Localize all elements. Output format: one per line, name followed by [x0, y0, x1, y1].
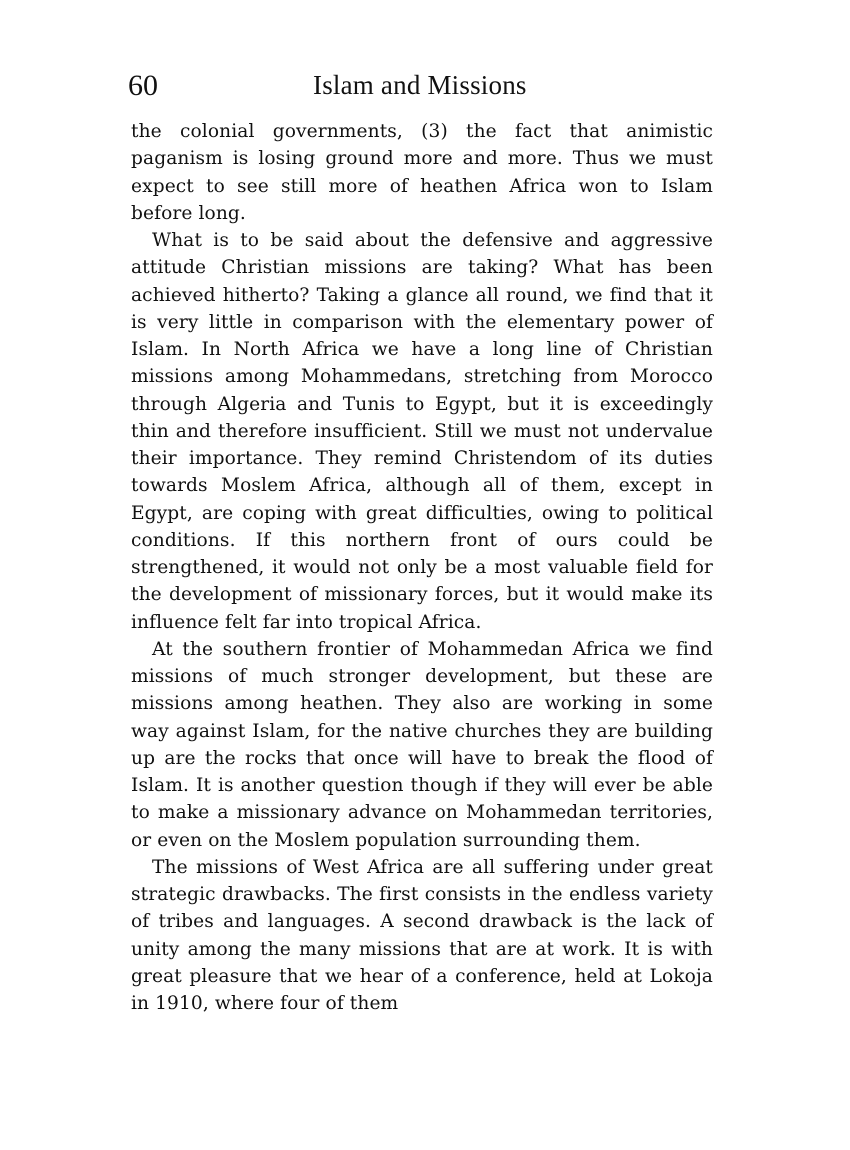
paragraph-continued: the colonial governments, (3) the fact that animistic paganism is losing ground more and more. Thus we must expect to see still more of heathen Africa won to Islam before long.: [131, 121, 713, 224]
page-number: 60: [128, 69, 158, 102]
body-text: [131, 118, 713, 1017]
page-header: [128, 68, 718, 108]
running-title: Islam and Missions: [313, 70, 527, 100]
paragraph: At the southern frontier of Mohammedan Africa we find missions of much stronger development, but these are missions among heathen. They also are working in some way against Islam, for the native churches they are building up are the rocks that once will have to break the flood of Islam. It is another question though if they will ever be able to make a missionary advance on Mohammedan territories, or even on the Moslem population surrounding them.: [131, 638, 713, 851]
paragraph: What is to be said about the defensive and aggressive attitude Christian missions are taking? What has been achieved hitherto? Taking a glance all round, we find that it is very little in comparison with the elementary power of Islam. In North Africa we have a long line of Christian missions among Mohammedans, stretching from Morocco through Algeria and Tunis to Egypt, but it is exceedingly thin and therefore insufficient. Still we must not undervalue their importance. They remind Christendom of its duties towards Moslem Africa, although all of them, except in Egypt, are coping with great difficulties, owing to political conditions. If this northern front of ours could be strengthened, it would not only be a most valuable field for the development of missionary forces, but it would make its influence felt far into tropical Africa.: [131, 230, 713, 633]
paragraph: The missions of West Africa are all suffering under great strategic drawbacks. The first consists in the endless variety of tribes and languages. A second drawback is the lack of unity among the many missions that are at work. It is with great pleasure that we hear of a conference, held at Lokoja in 1910, where four of them: [131, 856, 713, 1014]
